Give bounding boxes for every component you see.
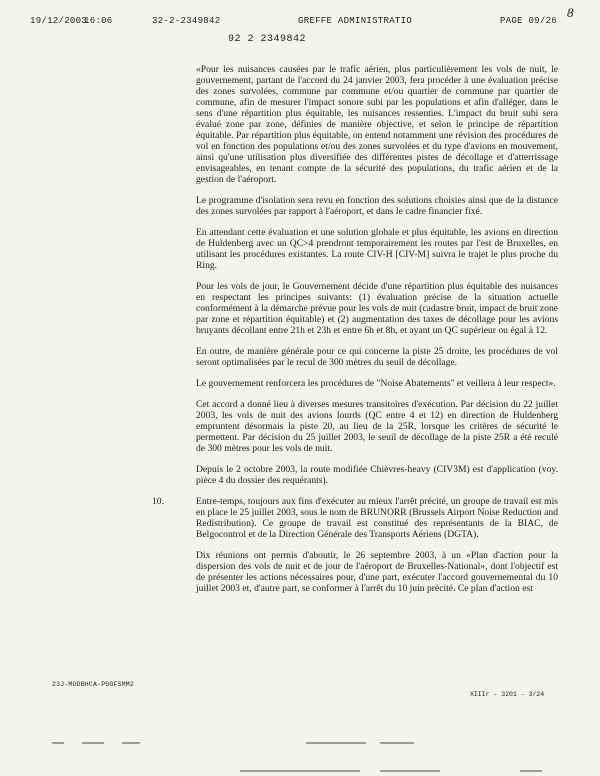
paragraph-noise-abatements: Le gouvernement renforcera les procédures de "Noise Abatements" et veillera à leur respect». [196,378,556,389]
fax-page-count: PAGE 09/26 [500,16,558,26]
scan-mark [306,742,366,744]
fax-subnumber: 92 2 2349842 [228,34,307,45]
scan-mark [240,770,360,772]
fax-origin: GREFFE ADMINISTRATIO [298,16,413,26]
paragraph-quote: «Pour les nuisances causées par le trafic aérien, plus particulièrement les vols de nuit, le gouvernement, partant de l'accord du 24 janvier 2003, fera procéder à une évaluation précise des zones survolées, commune par commune et/ou quartier de commune par quartier de commune, afin de mesurer l'impact sonore subi par les populations et afin d'alléger, dans le sens d'une répartition plus équitable, les nuisances ressenties. L'impact du bruit subi sera évalué zone par zone, définies de manière objective, et selon le principe de répartition équitable. Par répartition plus équitable, on entend notamment une révision des procédures de vol en fonction des populations et/ou des zones survolées et du type d'avions en mouvement, ainsi qu'une utilisation plus diversifiée des différentes pistes de décollage et d'atterrissage envisageables, en tenant compte de la sécurité des populations, du trafic aérien et de la gestion de l'aéroport. [196,64,558,185]
paragraph-10-text: Entre-temps, toujours aux fins d'exécuter au mieux l'arrêt précité, un groupe de travail est mis en place le 25 juillet 2003, sous le nom de BRUNORR (Brussels Airport Noise Reduction and Redistribution). Ce groupe de travail est constitué des représentants de la BIAC, de Belgocontrol et de la Direction Générale des Transports Aériens (DGTA). [196,496,558,540]
scan-mark [82,742,104,744]
scan-mark [122,742,140,744]
fax-header [30,16,575,30]
paragraph-civ3m: Depuis le 2 octobre 2003, la route modifiée Chièvres-heavy (CIV3M) est d'application (voy. pièce 4 du dossier des requérants). [196,464,558,486]
paragraph-huldenberg: En attendant cette évaluation et une solution globale et plus équitable, les avions en direction de Huldenberg avec un QC>4 prendront temporairement les routes par l'est de Bruxelles, en utilisant les procédures existantes. La route CIV-H [CIV-M] suivra le trajet le plus proche du Ring. [196,227,558,271]
scan-mark [380,770,440,772]
scan-mark [520,770,542,772]
paragraph-number: 10. [152,496,164,507]
paragraph-isolation: Le programme d'isolation sera revu en fonction des solutions choisies ainsi que de la distance des zones survolées par rapport à l'aéroport, et dans le cadre financier fixé. [196,195,558,217]
scan-mark [380,742,414,744]
paragraph-day-flights: Pour les vols de jour, le Gouvernement décide d'une répartition plus équitable des nuisances en respectant les principes suivants: (1) évaluation précise de la situation actuelle conformément à la démarche prévue pour les vols de nuit (cadastre bruit, impact de bruit zone par zone et répartition équitable) et (2) augmentation des taxes de décollage pour les avions bruyants décollant entre 21h et 23h et entre 6h et 8h, et ayant un QC supérieur ou égal à 12. [196,281,558,336]
scan-mark [52,742,64,744]
fax-number: 32-2-2349842 [152,16,221,26]
scan-artifacts [0,730,600,776]
footer-code: XIIIr - 3201 - 3/24 [470,691,545,698]
paragraph-transitional-measures: Cet accord a donné lieu à diverses mesures transitoires d'exécution. Par décision du 22 juillet 2003, les vols de nuit des avions lourds (QC entre 4 et 12) en direction de Huldenberg empruntent désormais la piste 20, au lieu de la 25R, lorsque les critères de sécurité le permettent. Par décision du 25 juillet 2003, le seuil de décollage de la piste 25R a été reculé de 300 mètres pour les vols de nuit. [196,399,558,454]
paragraph-action-plan: Dix réunions ont permis d'aboutir, le 26 septembre 2003, à un «Plan d'action pour la dispersion des vols de nuit et de jour de l'aéroport de Bruxelles-National», dont l'objectif est de présenter les actions nécessaires pour, d'une part, exécuter l'accord gouvernemental du 10 juillet 2003 et, d'autre part, se conformer à l'arrêt du 10 juin précité. Ce plan d'action est [196,550,558,594]
fax-date: 19/12/2003 [30,16,88,26]
paragraph-runway-25: En outre, de manière générale pour ce qui concerne la piste 25 droite, les procédures de vol seront optimalisées par le recul de 300 mètres du seuil de décollage. [196,346,558,368]
document-body [152,64,558,604]
fax-time: 16:06 [84,16,113,26]
footer-reference: 23J-MODBHCA-PGGFSMM2 [52,681,135,688]
handwritten-page-number: 8 [567,5,574,20]
paragraph-10 [152,496,558,540]
